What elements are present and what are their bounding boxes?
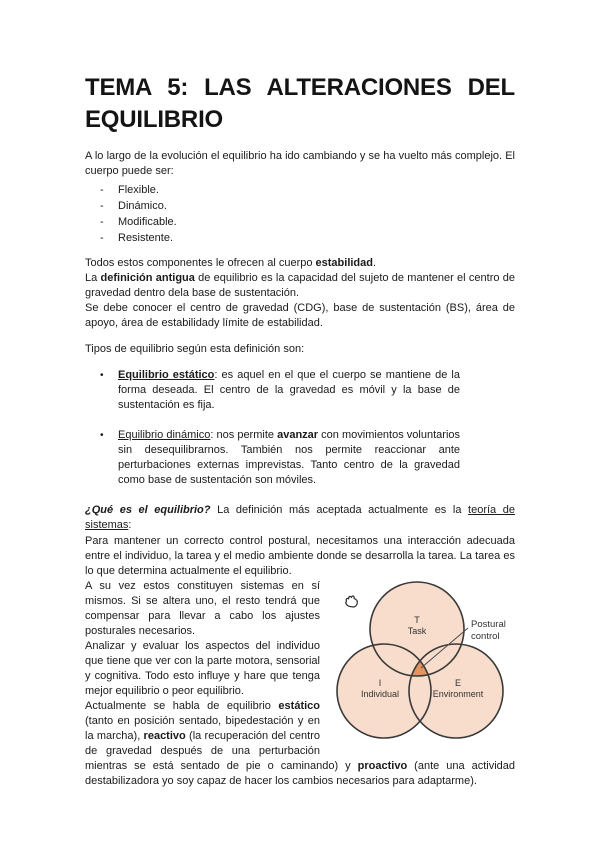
body-paragraph: A su vez estos constituyen sistemas en sí mismos. Si se altera uno, el resto tendrá que compensar para llevar a cabo los ajustes posturales necesarios.	[85, 580, 320, 637]
task-letter: T	[414, 615, 420, 625]
bullet-text: Equilibrio estático: es aquel en el que el cuerpo se mantiene de la forma deseada. El centro de la gravedad es móvil y la base de sustentación es fija.	[118, 369, 460, 411]
list-item	[85, 368, 460, 413]
body-paragraph: Actualmente se habla de equilibrio estático (tanto en posición sentado, bipedestación y en la marcha), reactivo (la recuperación del centro de gravedad después de una perturbación mientras se está sentado de pie o caminando) y proactivo (ante una actividad destabilizadora yo soy capaz de hacer los cambios necesarios para adaptarme).	[85, 700, 516, 787]
list-item	[85, 198, 515, 214]
postural-control-label: Postural	[471, 619, 506, 630]
list-item-label: Dinámico.	[118, 200, 167, 212]
dash-list	[85, 182, 515, 246]
dash-marker: -	[100, 232, 104, 244]
question-line: ¿Qué es el equilibrio? La definición más aceptada actualmente es la teoría de sistemas:	[85, 504, 515, 531]
list-item-label: Resistente.	[118, 232, 174, 244]
stability-paragraph	[85, 256, 515, 331]
list-item	[85, 230, 515, 246]
stability-line: La definición antigua de equilibrio es la capacidad del sujeto de mantener el centro de gravedad dentro dela base de sustentación.	[85, 272, 515, 299]
body-paragraph: Analizar y evaluar los aspectos del individuo que tiene que ver con la parte motora, sensorial y cognitiva. Todo esto influye y hare que tenga mejor equilibrio o peor equilibrio.	[85, 640, 320, 697]
list-item	[85, 182, 515, 198]
types-intro: Tipos de equilibrio según esta definición son:	[85, 343, 305, 355]
environment-letter: E	[454, 678, 462, 688]
dash-marker: -	[100, 200, 104, 212]
stability-line: Todos estos componentes le ofrecen al cuerpo estabilidad.	[85, 257, 377, 269]
individual-letter: I	[378, 678, 382, 688]
document-title: TEMA 5: LAS ALTERACIONES DEL EQUILIBRIO	[85, 74, 515, 133]
venn-diagram-svg	[332, 577, 537, 749]
body-paragraph: Para mantener un correcto control postural, necesitamos una interacción adecuada entre el individuo, la tarea y el medio ambiente donde se desarrolla la tarea. La tarea es lo que determina actualmente el equilibrio.	[85, 535, 515, 577]
bullet-list	[85, 368, 515, 488]
bullet-text: Equilibrio dinámico: nos permite avanzar con movimientos voluntarios sin desequilibrarnos. También nos permite reaccionar ante perturbaciones externas imprevistas. Tanto centro de la gravedad como base de sustentación son móviles.	[118, 429, 461, 486]
list-item-label: Modificable.	[118, 216, 177, 228]
list-item-label: Flexible.	[118, 184, 159, 196]
bullet-marker: •	[100, 370, 104, 381]
list-item	[85, 214, 515, 230]
postural-control-label: control	[471, 631, 500, 642]
stability-line: Se debe conocer el centro de gravedad (CDG), base de sustentación (BS), área de apoyo, área de estabilidady límite de estabilidad.	[85, 302, 515, 329]
dash-marker: -	[100, 216, 104, 228]
individual-label: Individual	[360, 689, 400, 699]
dash-marker: -	[100, 184, 104, 196]
task-label: Task	[407, 626, 427, 636]
body-text	[85, 534, 515, 789]
bullet-marker: •	[100, 430, 104, 441]
list-item	[85, 428, 460, 488]
environment-label: Environment	[432, 689, 484, 699]
intro-paragraph: A lo largo de la evolución el equilibrio ha ido cambiando y se ha vuelto más complejo. El cuerpo puede ser:	[85, 150, 515, 177]
venn-diagram	[332, 577, 537, 749]
hand-cursor-icon	[344, 594, 359, 609]
